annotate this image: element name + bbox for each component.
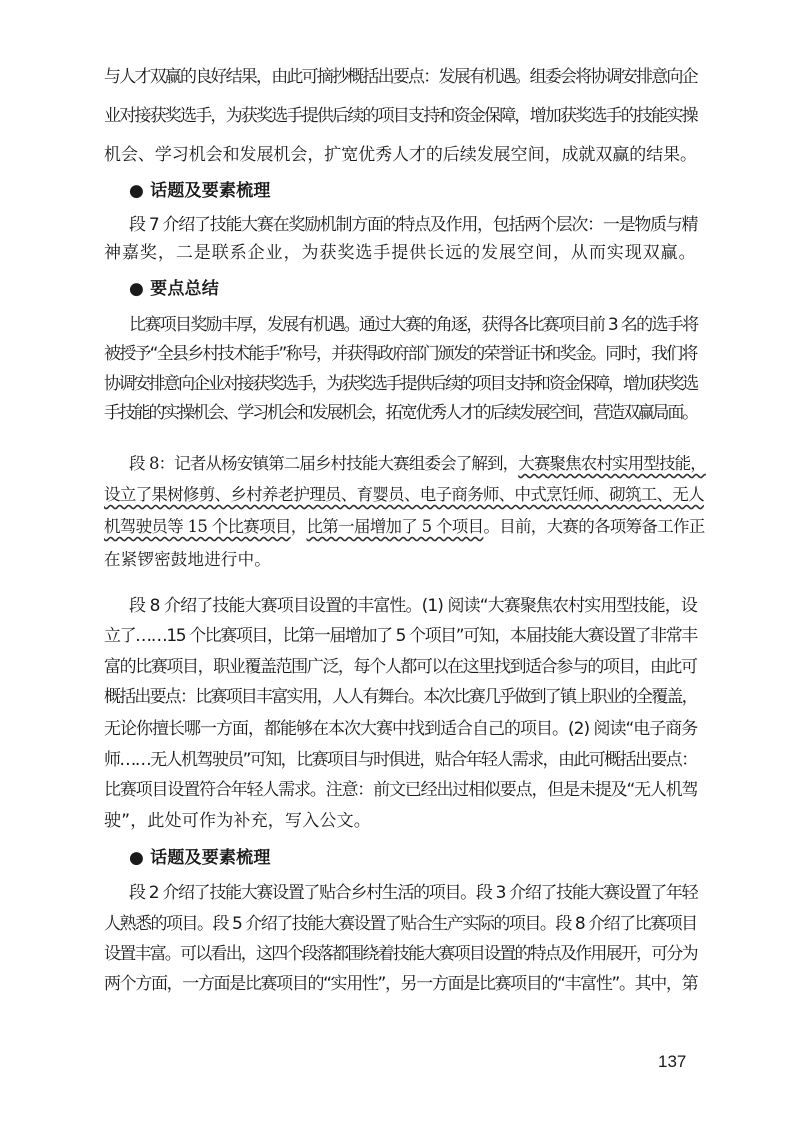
wavy-underlined-text: 设立了果树修剪、乡村养老护理员、育婴员、电子商务师、中式烹饪师、砌筑工、无人	[104, 485, 704, 504]
wavy-underlined-text: 比第一届增加了 5 个项目	[306, 517, 484, 536]
text-line: 无论你擅长哪一方面，都能够在本次大赛中找到适合自己的项目。(2) 阅读“电子商务	[104, 719, 698, 739]
text-line: 驶”，此处可作为补充，写入公文。	[104, 811, 372, 831]
text-line: 机会、学习机会和发展机会，扩宽优秀人才的后续发展空间，成就双赢的结果。	[104, 145, 697, 165]
text-line: 概括出要点：比赛项目丰富实用，人人有舞台。本次比赛几乎做到了镇上职业的全覆盖，	[104, 687, 697, 707]
section-heading: ● 话题及要素梳理	[129, 848, 271, 868]
text-line: 比赛项目奖励丰厚，发展有机遇。通过大赛的角逐，获得各比赛项目前 3 名的选手将	[129, 315, 698, 335]
text-line: 神嘉奖，二是联系企业，为获奖选手提供长远的发展空间，从而实现双赢。	[104, 243, 697, 263]
text-line: 段 2 介绍了技能大赛设置了贴合乡村生活的项目。段 3 介绍了技能大赛设置了年轻	[129, 883, 698, 903]
text-line: 被授予“全县乡村技术能手”称号，并获得政府部门颁发的荣誉证书和奖金。同时，我们将	[104, 344, 697, 364]
quoted-paragraph-line	[104, 484, 704, 506]
text-line: 立了……15 个比赛项目，比第一届增加了 5 个项目”可知，本届技能大赛设置了非常丰	[104, 626, 697, 646]
text-line: 人熟悉的项目。段 5 介绍了技能大赛设置了贴合生产实际的项目。段 8 介绍了比赛项目	[104, 914, 697, 934]
text-line: 段 7 介绍了技能大赛在奖励机制方面的特点及作用，包括两个层次：一是物质与精	[129, 215, 698, 235]
text-line: 两个方面，一方面是比赛项目的“实用性”，另一方面是比赛项目的“丰富性”。其中，第	[104, 974, 698, 994]
text-line: 段 8 介绍了技能大赛项目设置的丰富性。(1) 阅读“大赛聚焦农村实用型技能，设	[129, 596, 697, 616]
text-line: 与人才双赢的良好结果，由此可摘抄概括出要点：发展有机遇。组委会将协调安排意向企	[104, 67, 697, 87]
quoted-paragraph-line	[129, 453, 706, 475]
page-number: 137	[658, 1052, 687, 1071]
quote-text: 段 8：记者从杨安镇第二届乡村技能大赛组委会了解到，	[129, 454, 519, 473]
quoted-paragraph-line: 在紧锣密鼓地进行中。	[104, 550, 271, 569]
section-heading: ● 话题及要素梳理	[129, 181, 271, 201]
section-heading: ● 要点总结	[129, 279, 219, 299]
text-line: 协调安排意向企业对接获奖选手，为获奖选手提供后续的项目支持和资金保障，增加获奖选	[104, 374, 697, 394]
text-line: 手技能的实操机会、学习机会和发展机会，拓宽优秀人才的后续发展空间，营造双赢局面。	[104, 403, 697, 423]
quoted-paragraph-line	[104, 516, 705, 538]
quote-text: 。目前，大赛的各项筹备工作正	[483, 517, 705, 536]
text-line: 比赛项目设置符合年轻人需求。注意：前文已经出过相似要点，但是未提及“无人机驾	[104, 780, 698, 800]
wavy-underlined-text: 大赛聚焦农村实用型技能，	[518, 454, 706, 473]
wavy-underlined-text: 机驾驶员等 15 个比赛项目	[104, 517, 291, 536]
text-line: 师……无人机驾驶员”可知，比赛项目与时俱进，贴合年轻人需求，由此可概括出要点：	[104, 750, 697, 770]
quote-text: ，	[290, 517, 307, 536]
text-line: 设置丰富。可以看出，这四个段落都围绕着技能大赛项目设置的特点及作用展开，可分为	[104, 944, 697, 964]
text-line: 富的比赛项目，职业覆盖范围广泛，每个人都可以在这里找到适合参与的项目，由此可	[104, 657, 697, 677]
text-line: 业对接获奖选手，为获奖选手提供后续的项目支持和资金保障，增加获奖选手的技能实操	[104, 106, 697, 126]
